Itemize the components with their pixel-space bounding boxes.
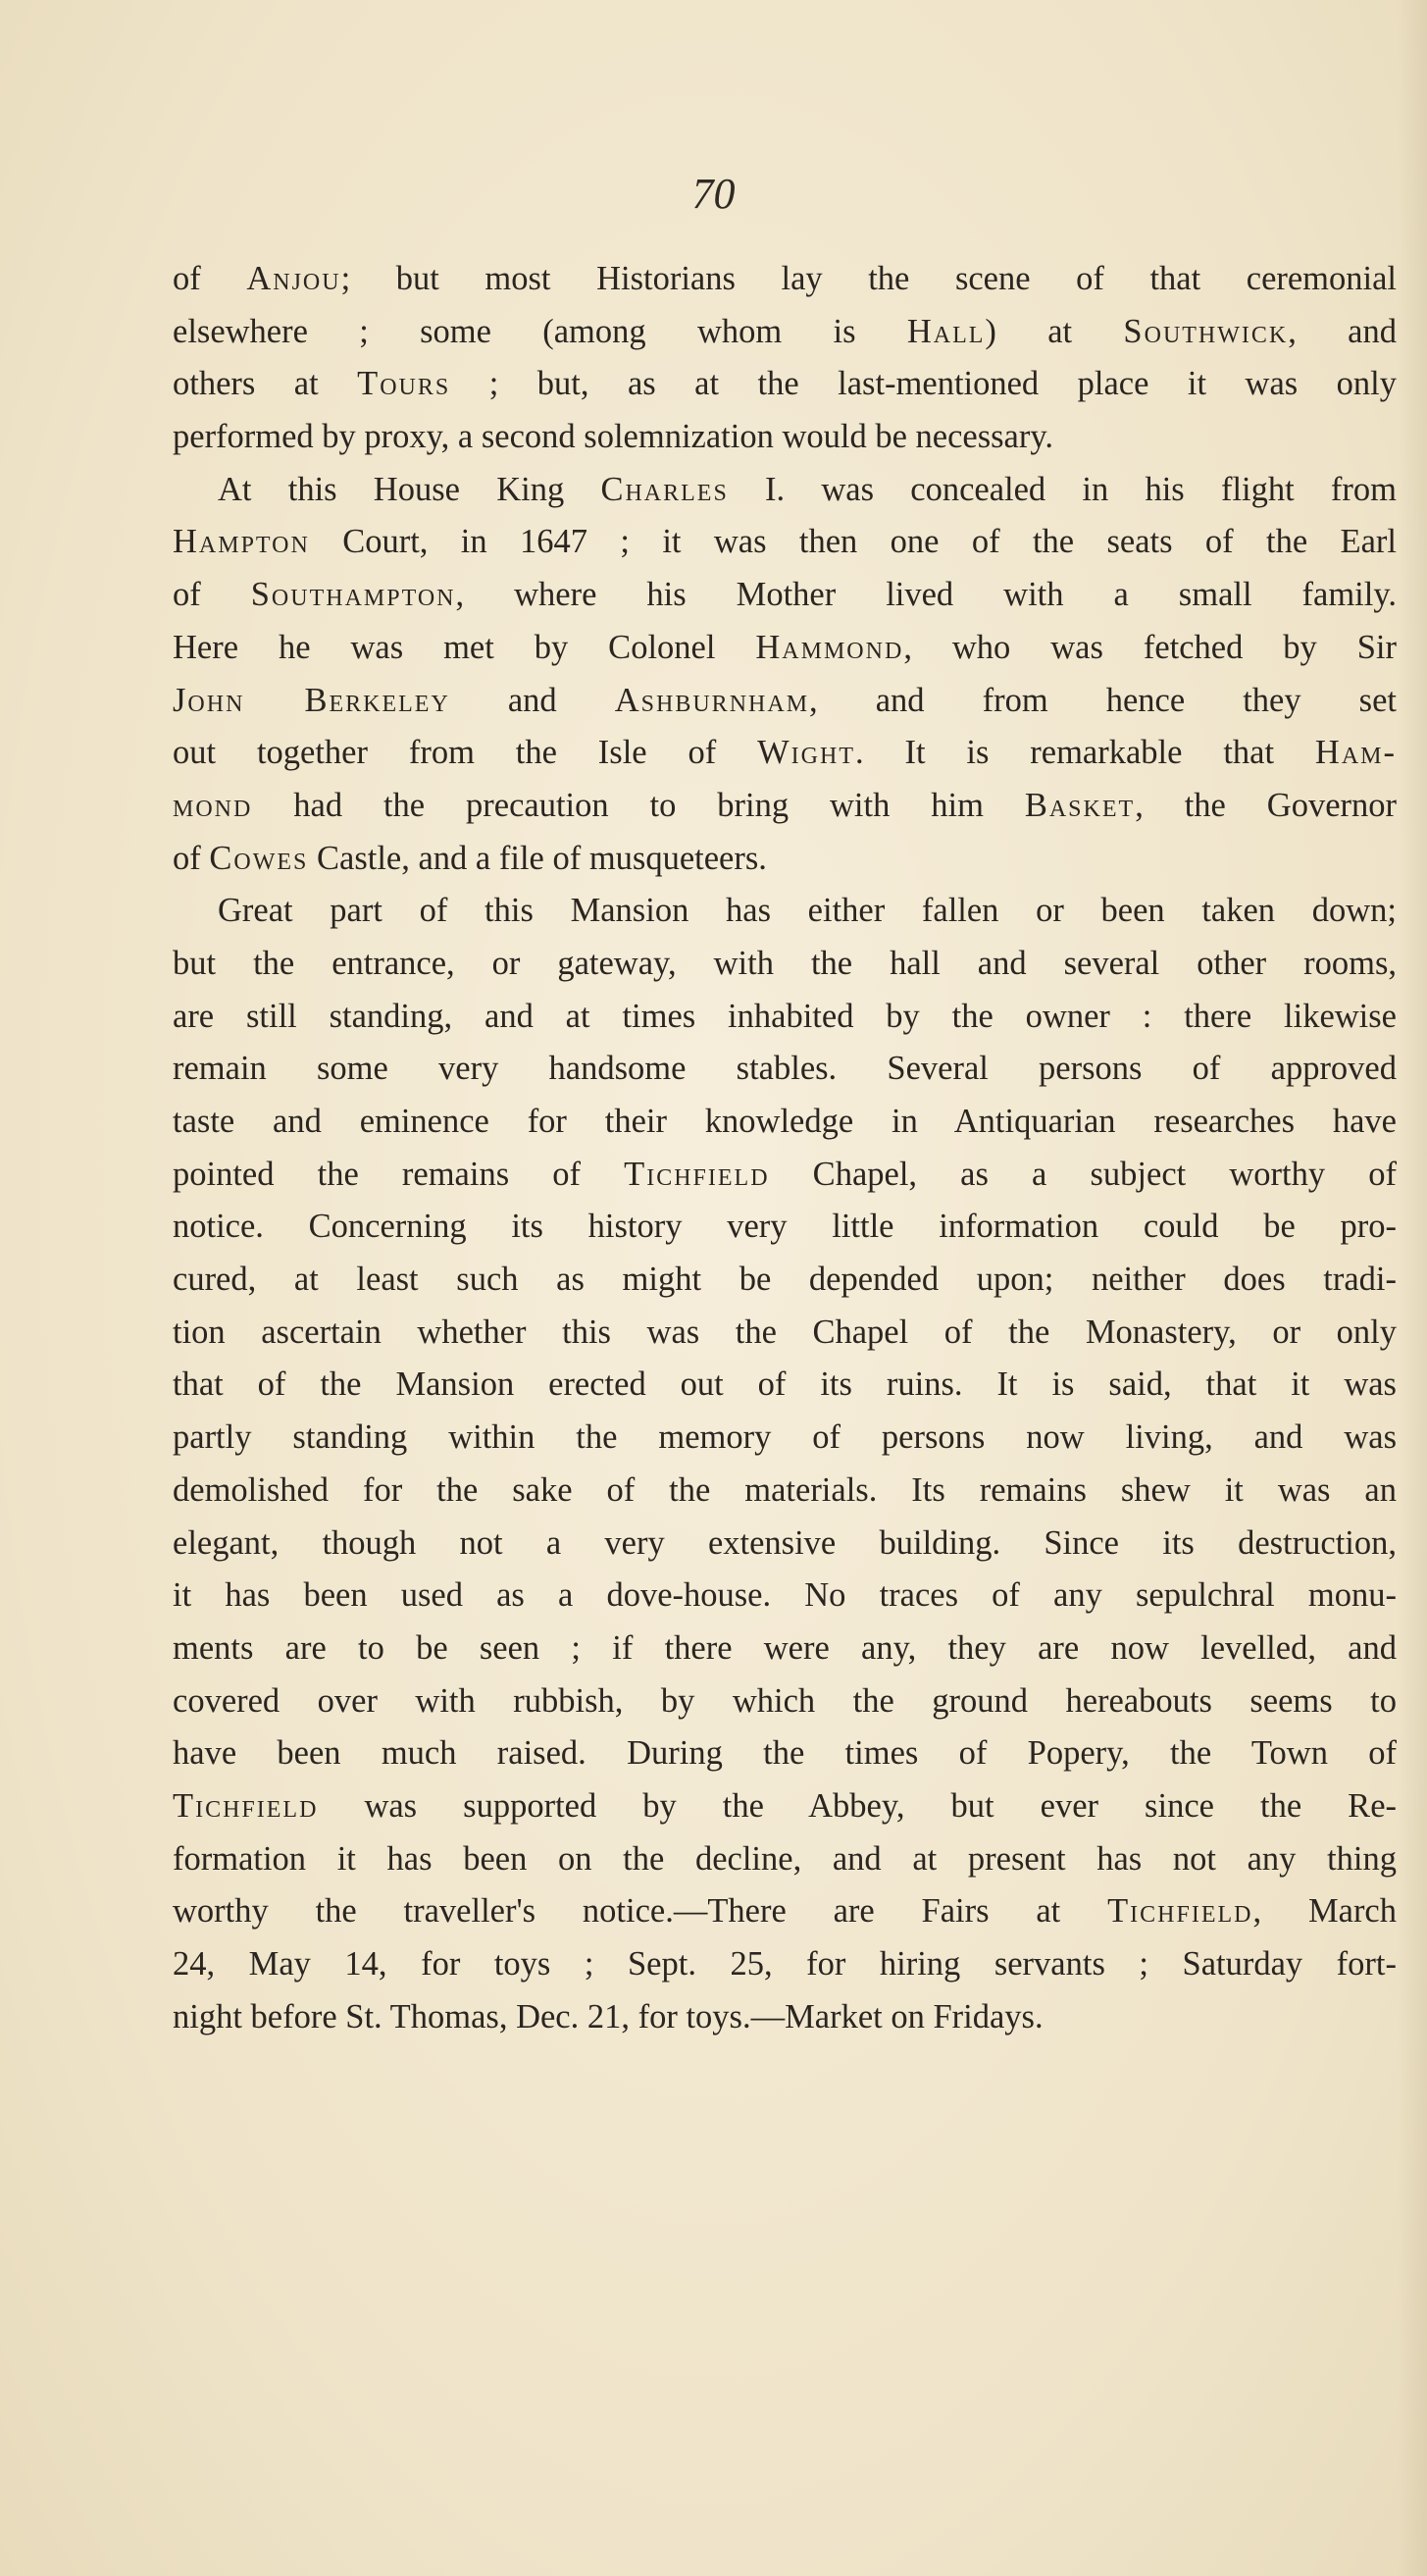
text-line: formation it has been on the decline, and at present has not any thing [173,1839,1397,1878]
text-line: tion ascertain whether this was the Chapel of the Monastery, or only [173,1313,1397,1351]
small-caps-name: Southampton [250,576,456,614]
small-caps-name: Southwick [1123,312,1289,350]
small-caps-name: Hammond [755,628,904,666]
text-line: have been much raised. During the times of Popery, the Town of [173,1734,1397,1773]
page-edge-shadow [1398,0,1427,2576]
small-caps-name: mond [173,786,253,824]
small-caps-name: Anjou [246,260,341,297]
small-caps-name: Tichfield [173,1786,319,1825]
text-line: At this House King Charles I. was concealed in his flight from [218,470,1397,508]
text-line: 24, May 14, for toys ; Sept. 25, for hiring servants ; Saturday fort- [173,1945,1397,1983]
text-line: pointed the remains of Tichfield Chapel, as a subject worthy of [173,1155,1397,1193]
text-line: that of the Mansion erected out of its ruins. It is said, that it was [173,1365,1397,1404]
text-line: Hampton Court, in 1647 ; it was then one of the seats of the Earl [173,523,1397,561]
small-caps-name: Tichfield [624,1155,770,1193]
small-caps-name: John Berkeley [173,681,450,719]
text-line: notice. Concerning its history very little information could be pro- [173,1208,1397,1246]
text-line: of Southampton, where his Mother lived with a small family. [173,576,1397,614]
text-line: cured, at least such as might be depended upon; neither does tradi- [173,1261,1397,1299]
small-caps-name: Tours [357,365,451,403]
text-line: partly standing within the memory of persons now living, and was [173,1418,1397,1457]
text-line: it has been used as a dove-house. No traces of any sepulchral monu- [173,1576,1397,1615]
text-line: are still standing, and at times inhabited by the owner : there likewise [173,997,1397,1035]
small-caps-name: Ham- [1314,734,1397,772]
text-line: John Berkeley and Ashburnham, and from hence they set [173,681,1397,719]
text-line: ments are to be seen ; if there were any, they are now levelled, and [173,1628,1397,1667]
text-line: of Cowes Castle, and a file of musqueteers. [173,839,767,877]
text-line: of Anjou; but most Historians lay the scene of that ceremonial [173,260,1398,297]
small-caps-name: Hampton [173,523,310,561]
text-line: but the entrance, or gateway, with the hall and several other rooms, [173,944,1397,982]
small-caps-name: Charles [600,470,729,508]
small-caps-name: Tichfield [1107,1892,1253,1931]
text-line: others at Tours ; but, as at the last-mentioned place it was only [173,365,1397,403]
text-line: Here he was met by Colonel Hammond, who was fetched by Sir [173,628,1397,666]
small-caps-name: Hall [906,312,986,350]
text-line: Great part of this Mansion has either fallen or been taken down; [218,892,1397,930]
text-line: mond had the precaution to bring with him Basket, the Governor [173,786,1397,824]
text-line: Tichfield was supported by the Abbey, but ever since the Re- [173,1786,1397,1825]
text-line: taste and eminence for their knowledge in Antiquarian researches have [173,1103,1397,1140]
text-line: remain some very handsome stables. Several persons of approved [173,1050,1397,1088]
text-line: covered over with rubbish, by which the ground hereabouts seems to [173,1681,1397,1720]
small-caps-name: Cowes [209,839,309,877]
small-caps-name: Basket [1024,786,1136,824]
text-line: worthy the traveller's notice.—There are Fairs at Tichfield, March [173,1892,1397,1931]
text-line: out together from the Isle of Wight. It is remarkable that Ham- [173,734,1397,772]
small-caps-name: Ashburnham [614,681,810,719]
text-line: elsewhere ; some (among whom is Hall) at Southwick, and [173,312,1397,350]
page-number: 70 [691,170,736,218]
text-line: performed by proxy, a second solemnization would be necessary. [173,418,1053,456]
text-line: demolished for the sake of the materials. Its remains shew it was an [173,1470,1397,1509]
text-line: elegant, though not a very extensive building. Since its destruction, [173,1523,1397,1562]
body-text [173,253,1397,2043]
small-caps-name: Wight [757,734,855,772]
text-line: night before St. Thomas, Dec. 21, for toys.—Market on Fridays. [173,1997,1044,2035]
